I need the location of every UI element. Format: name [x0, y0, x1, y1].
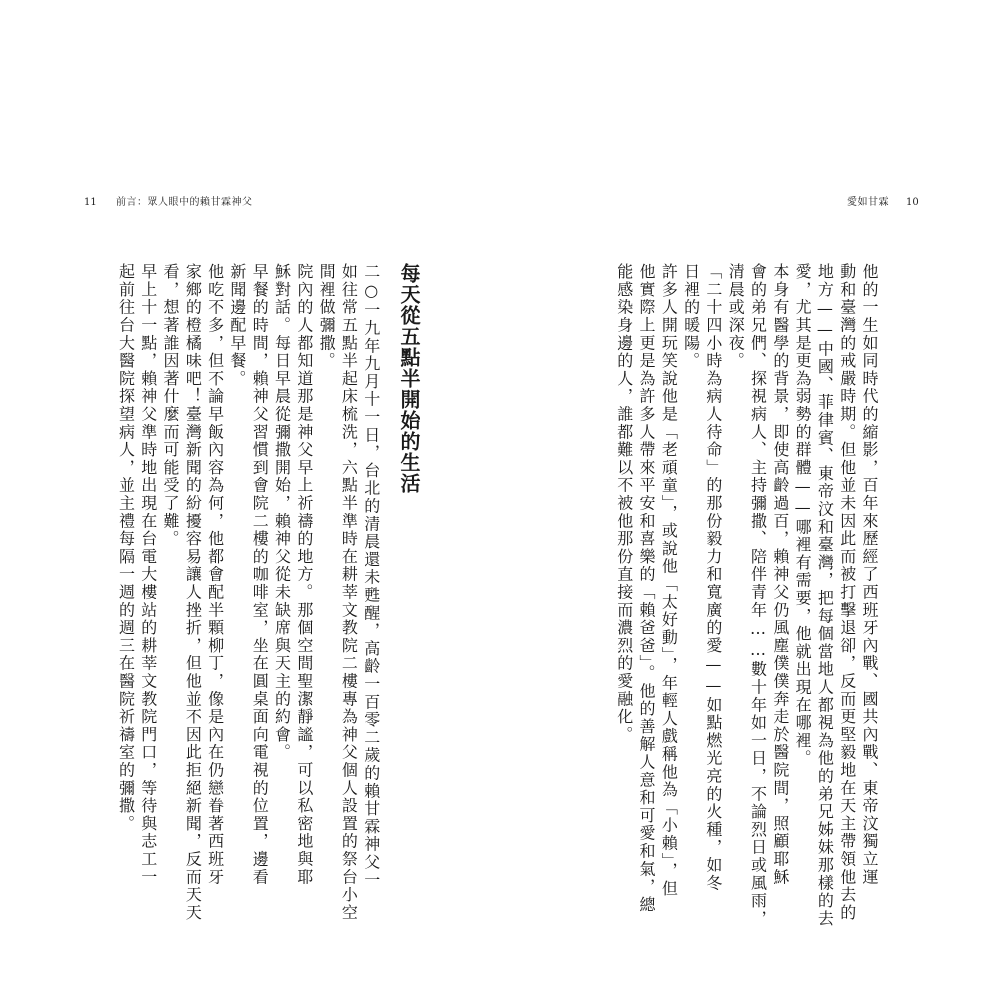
text-line: 動和臺灣的戒嚴時期。但他並未因此而被打擊退卻，反而更堅毅地在天主帶領他去的: [837, 263, 857, 922]
text-line: 許多人開玩笑說他是「老頑童」，或說他「太好動」，年輕人戲稱他為「小賴」，但: [659, 263, 679, 898]
text-line: 本身有醫學的背景，即使高齡過百，賴神父仍風塵僕僕奔走於醫院間，照顧耶穌: [770, 263, 790, 886]
text-line: 家鄉的橙橘味吧！臺灣新聞的紛擾容易讓人挫折，但他並不因此拒絕新聞，反而天天: [183, 263, 203, 922]
text-line: 起前往台大醫院探望病人，並主禮每隔一週的週三在醫院祈禱室的彌撒。: [116, 263, 136, 833]
text-line: 院內的人都知道那是神父早上祈禱的地方。那個空間聖潔靜謐，可以私密地與耶: [294, 263, 314, 886]
left-text-column: [98, 263, 421, 922]
text-line: 間裡做彌撒。: [317, 263, 337, 370]
right-text-column: [614, 263, 880, 928]
text-line: 穌對話。每日早晨從彌撒開始，賴神父從未缺席與天主的約會。: [272, 263, 292, 762]
text-line: 會的弟兄們、探視病人、主持彌撒、陪伴青年……數十年如一日，不論烈日或風雨，: [748, 263, 768, 928]
text-line: 如往常五點半起床梳洗，六點半準時在耕莘文教院二樓專為神父個人設置的祭台小空: [339, 263, 359, 922]
text-line: 地方——中國、菲律賓、東帝汶和臺灣，把每個當地人都視為他的弟兄姊妹那樣的去: [815, 263, 835, 928]
text-line: 二○一九年九月十一日，台北的清晨還未甦醒，高齡一百零二歲的賴甘霖神父一: [361, 263, 381, 889]
text-line: 愛，尤其是更為弱勢的群體——哪裡有需要，他就出現在哪裡。: [793, 263, 813, 768]
text-line: 看，想著誰因著什麼而可能受了難。: [161, 263, 181, 548]
right-running-title: 愛如甘霖: [847, 197, 889, 208]
text-line: 他吃不多，但不論早飯內容為何，他都會配半顆柳丁，像是內在仍戀眷著西班牙: [205, 263, 225, 886]
text-line: 早上十一點，賴神父準時地出現在台電大樓站的耕莘文教院門口，等待與志工一: [138, 263, 158, 886]
text-line: 早餐的時間，賴神父習慣到會院二樓的咖啡室，坐在圓桌面向電視的位置，邊看: [250, 263, 270, 886]
text-line: 「二十四小時為病人待命」的那份毅力和寬廣的愛——如點燃光亮的火種，如冬: [703, 263, 723, 892]
text-line: 日裡的暖陽。: [681, 263, 701, 370]
text-line: 他實際上更是為許多人帶來平安和喜樂的「賴爸爸」。他的善解人意和可愛和氣，總: [637, 263, 657, 914]
right-page-number: 10: [906, 197, 919, 208]
section-heading: 每天從五點半開始的生活: [397, 263, 421, 494]
text-line: 他的一生如同時代的縮影，百年來歷經了西班牙內戰、國共內戰、東帝汶獨立運: [860, 263, 879, 886]
right-page: [500, 0, 1000, 1000]
text-line: 清晨或深夜。: [726, 263, 746, 370]
text-line: 能感染身邊的人，誰都難以不被他那份直接而濃烈的愛融化。: [614, 263, 634, 744]
text-line: 新聞邊配早餐。: [227, 263, 247, 388]
left-running-title: 前言：眾人眼中的賴甘霖神父: [116, 197, 253, 208]
left-page-number: 11: [84, 197, 97, 208]
